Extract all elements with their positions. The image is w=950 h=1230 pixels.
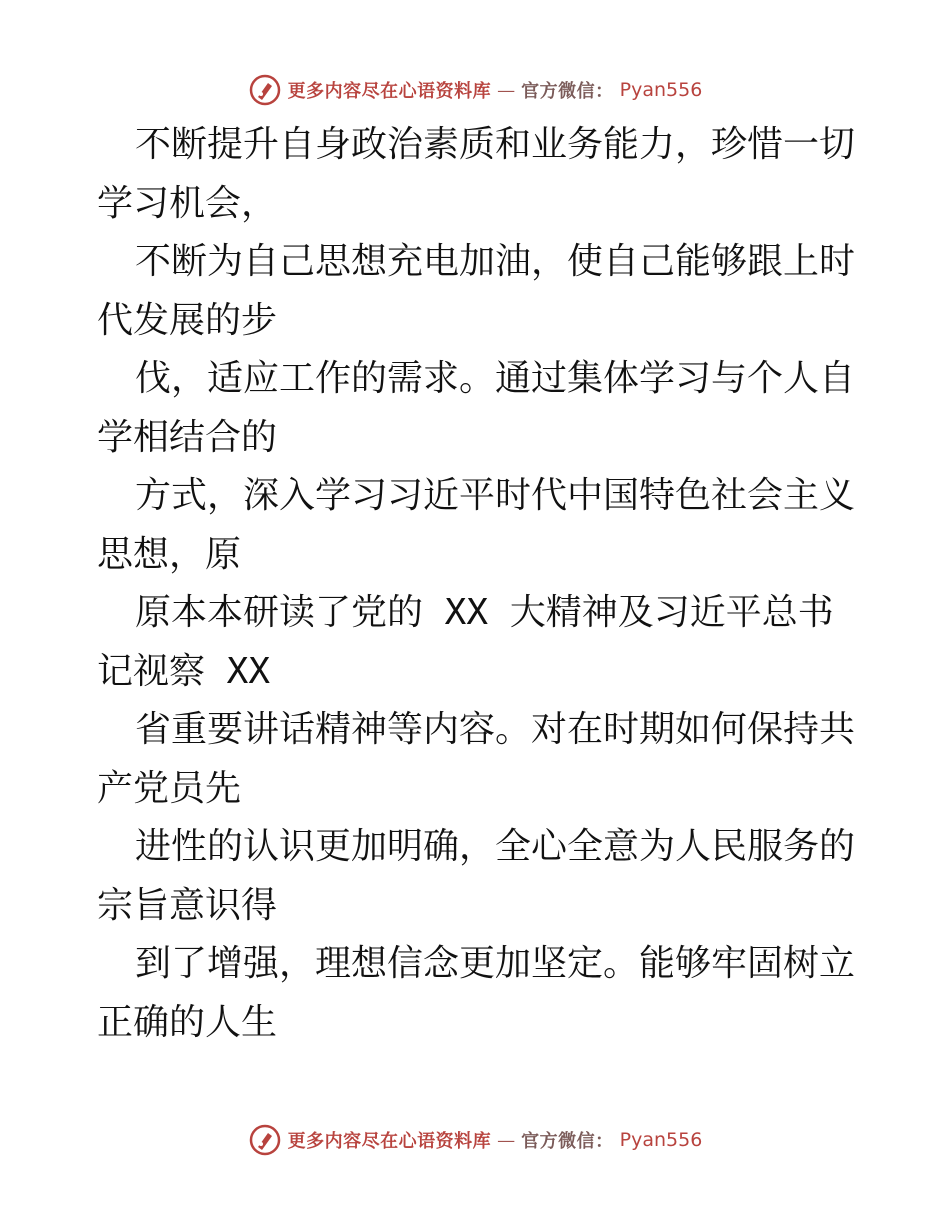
paragraph-1: 不断提升自身政治素质和业务能力，珍惜一切学习机会， xyxy=(97,124,856,224)
footer-watermark xyxy=(0,1120,950,1160)
pen-nib-logo-icon xyxy=(248,1123,282,1157)
paragraph-8: 到了增强，理想信念更加坚定。能够牢固树立正确的人生 xyxy=(97,943,856,1043)
paragraph-6: 省重要讲话精神等内容。对在时期如何保持共产党员先 xyxy=(97,709,856,809)
watermark-wechat-id: Pyan556 xyxy=(619,79,703,101)
paragraph-3: 伐，适应工作的需求。通过集体学习与个人自学相结合的 xyxy=(97,358,856,458)
watermark-main-text: 更多内容尽在心语资料库 xyxy=(287,81,492,102)
watermark-sub-text: 官方微信： xyxy=(521,1131,614,1152)
watermark-dash: — xyxy=(497,1129,516,1151)
document-body xyxy=(97,116,857,1052)
watermark-main-text: 更多内容尽在心语资料库 xyxy=(287,1131,492,1152)
header-watermark xyxy=(0,70,950,110)
watermark-wechat-id: Pyan556 xyxy=(619,1129,703,1151)
pen-nib-logo-icon xyxy=(248,73,282,107)
paragraph-2: 不断为自己思想充电加油，使自己能够跟上时代发展的步 xyxy=(97,241,856,341)
watermark-dash: — xyxy=(497,79,516,101)
watermark-sub-text: 官方微信： xyxy=(521,81,614,102)
paragraph-7: 进性的认识更加明确，全心全意为人民服务的宗旨意识得 xyxy=(97,826,856,926)
paragraph-4: 方式，深入学习习近平时代中国特色社会主义思想，原 xyxy=(97,475,856,575)
paragraph-5: 原本本研读了党的 XX 大精神及习近平总书记视察 XX xyxy=(97,592,834,692)
